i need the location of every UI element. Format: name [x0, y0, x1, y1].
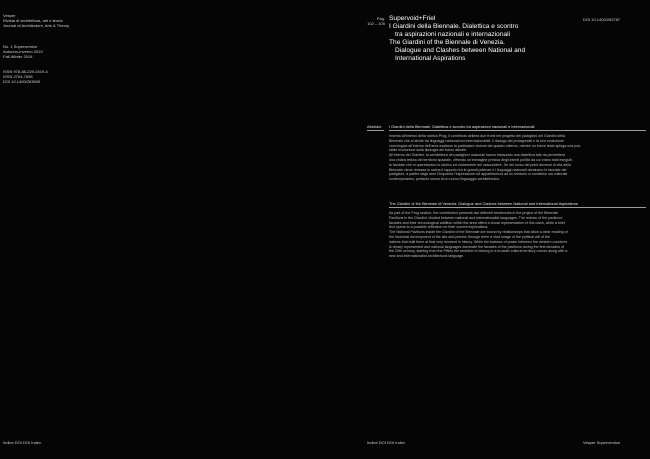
abstract-label-rule [367, 130, 384, 131]
abstract-en-heading: The Giardini of the Biennale di Venezia. Dialogue and Clashes between National and International Aspirations [389, 201, 578, 206]
article-doi: DOI 10.1400/263767 [583, 17, 621, 22]
title-en-line-1: The Giardini of the Biennale di Venezia. [389, 39, 505, 46]
journal-name: Vesper [3, 13, 16, 18]
title-en-line-3: International Aspirations [395, 55, 466, 62]
isbn: ISSN 978-88-229-0419-4 [3, 69, 48, 74]
issue-season-it: Autunno-Inverno 2019 [3, 49, 43, 55]
title-it-line-2: tra aspirazioni nazionali e internazionali [395, 31, 511, 38]
right-footer-journal: Vesper Supervernice [583, 440, 621, 445]
title-en-line-2: Dialogue and Clashes between National and [395, 47, 526, 54]
identifiers [3, 69, 48, 85]
left-footer: Indice DOI DOI Index [3, 440, 42, 445]
abstract-it-rule [389, 130, 646, 131]
folio-label: Pag. [376, 16, 385, 21]
folio-pages: 102 – 105 [367, 21, 385, 27]
article-title [389, 15, 525, 63]
abstract-label: Abstract [367, 124, 382, 129]
abstract-it-body: Inserito all’interno della rubrica Prog, il contributo delinea due fronti nel progetto dei padiglioni dei Giardini della Biennale che si divide tra linguaggi nazionali ed internazionalisti. Il dialogo dei protagonisti e la loro evoluzione cronologica all’interno dell’area esaltano la particolare visione del quadro odierno, mentre un breve testo spiega una pos- sibile evoluzione sulla tipologia del futuro attuale. All’interno dei Giardini, la architettura dei padiglioni nazionali hanno instaurato una dialettica tale da permettere una chiara lettura del territorio spaziale, offrendo un’immagine precisa degli intenti politici da cui erano stati eseguiti. le facciate che si querelavano lo storico ed ovviamente del nascondere. Se nel corso dei primi decenni di vita della Biennale viene rimessa in scena il rapporto tra le grandi potenze e i linguaggi nazionali dominano le facciate dei padiglioni, a partire dagli anni Cinquanta l’espressione ed appartenenza ad un territorio si condivise ma culturale contemporaneo, pertanto senza di un nuovo linguaggio architettonico. [389, 134, 582, 182]
folio [365, 16, 385, 26]
masthead [3, 13, 69, 29]
journal-subtitle-it: Rivista di architettura, arti e teoria [3, 18, 63, 24]
abstract-en-rule [389, 207, 646, 208]
right-footer-index: Indice DOI DOI Index [367, 440, 406, 445]
abstract-en-body: As part of the Prog section, the contribution presents two different tendencies in the project of the Biennale Pavilions in the Giardini, divided between national and internationalist languages. The redraw of the pavilions’ facades and their chronological addition within the area offers a visual representation of this clash, while a brief text opens to a possible reflection on their current implications. The National Pavilions inside the Giardini of the Biennale are bound by relationships that allow a clear reading of the historical development of the site and precise through them a vivid image of the political will of the nations that built them at that very moment in history. While the balance of power between the western countries is clearly represented and national languages dominate the facades of the pavilions during the first decades of the 20th century, starting from the Fifties the ambition to belong to a broader cultural territory comes along with a new and internationalist architectural language. [389, 211, 568, 259]
issue-info [3, 44, 43, 60]
title-it-line-1: I Giardini della Biennale. Dialettica e scontro [389, 23, 519, 30]
journal-subtitle-en: Journal of Architecture, Arts & Theory [3, 23, 70, 29]
issn: ISSN 2704-7598 [3, 74, 33, 80]
issue-season-en: Fall-Winter 2019 [3, 54, 33, 60]
issue-number: No. 1 Supervernice [3, 44, 38, 49]
author-line: Supervoid+Friel [389, 15, 436, 22]
abstract-it-heading: I Giardini della Biennale. Dialettica e scontro tra aspirazioni nazionali e internazionali [389, 124, 535, 129]
doi-left: DOI 10.1400/263605 [3, 79, 41, 85]
